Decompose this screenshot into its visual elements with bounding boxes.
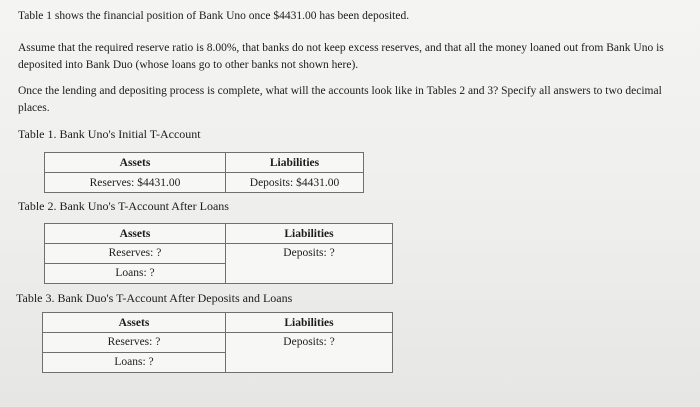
table1-deposits-cell: Deposits: $4431.00 [226,173,364,193]
table2-assets-header: Assets [45,224,226,244]
table2-liabilities-header: Liabilities [226,224,393,244]
table3-bank-duo-after-deposits [42,312,393,373]
table1-assets-header: Assets [45,153,226,173]
table1-liabilities-header: Liabilities [226,153,364,173]
table3-assets-cell [43,333,226,373]
table3-liabilities-header: Liabilities [226,313,393,333]
table1-caption: Table 1. Bank Uno's Initial T-Account [18,127,201,141]
table2-bank-uno-after-loans [44,223,393,284]
table2-deposits-input[interactable]: Deposits: ? [283,247,335,259]
table3-assets-header: Assets [43,313,226,333]
table2-loans-input[interactable]: Loans: ? [45,263,225,283]
table3-liabilities-cell [226,333,393,373]
assumption-text: Assume that the required reserve ratio is 8.00%, that banks do not keep excess reserves, and that all the money loaned out from Bank Uno is deposited into Bank Duo (whose loans go to other banks not shown here). [18,42,664,71]
intro-text: Table 1 shows the financial position of Bank Uno once $4431.00 has been deposited. [18,10,410,22]
table2-caption: Table 2. Bank Uno's T-Account After Loans [18,199,229,213]
table3-deposits-input[interactable]: Deposits: ? [283,336,335,348]
table2-assets-cell [45,244,226,284]
table3-caption: Table 3. Bank Duo's T-Account After Deposits and Loans [16,291,293,305]
table2-liabilities-cell [226,244,393,284]
question-text: Once the lending and depositing process is complete, what will the accounts look like in Tables 2 and 3? Specify all answers to two decimal places. [18,85,662,114]
table3-loans-input[interactable]: Loans: ? [43,352,225,372]
table1-reserves-cell: Reserves: $4431.00 [45,173,226,193]
table2-reserves-input[interactable]: Reserves: ? [108,247,162,259]
table1-bank-uno-initial [44,152,364,193]
table3-reserves-input[interactable]: Reserves: ? [107,336,161,348]
